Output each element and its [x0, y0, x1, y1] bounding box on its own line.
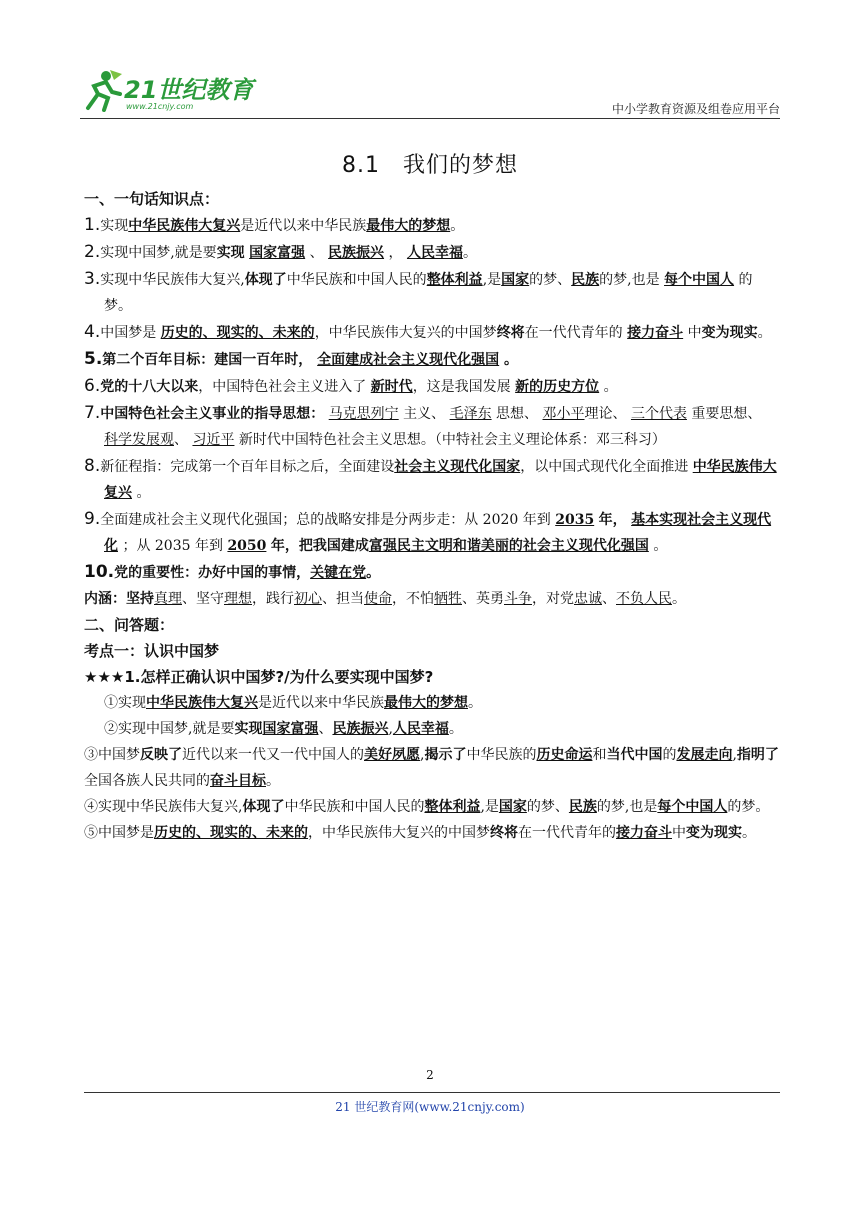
footer-site-link[interactable]: 21 世纪教育网(www.21cnjy.com)	[335, 1100, 525, 1114]
answer-blank: 整体利益	[426, 272, 483, 288]
text: 实现中国梦,就是要	[100, 245, 217, 261]
text: 。	[366, 565, 381, 581]
text: ，中华民族伟大复兴的中国梦	[314, 325, 497, 341]
answer-keyword: 国家富强	[262, 721, 319, 737]
point-number: 10.	[84, 562, 115, 582]
answer-blank: 历史的、现实的、未来的	[160, 325, 315, 341]
answer-blank: 马克思列宁	[328, 406, 399, 422]
answer-blank: 中华民族伟大复兴	[128, 218, 241, 234]
answer-1	[84, 690, 780, 716]
point-number: 9.	[84, 509, 101, 529]
answer-3	[84, 742, 780, 794]
answer-blank: 最伟大的梦想	[366, 218, 451, 234]
text: 。	[468, 695, 482, 711]
text: 中华民族和中国人民的	[286, 272, 427, 288]
text: 是近代以来中华民族	[258, 695, 384, 711]
text: 。	[266, 773, 280, 789]
text: 的梦、	[526, 799, 569, 815]
answer-blank: 民族振兴	[328, 245, 385, 261]
header-divider	[80, 118, 780, 119]
text: 在一代代青年的	[524, 325, 623, 341]
answer-number: ②	[104, 721, 118, 737]
answer-keyword: 民族	[568, 799, 597, 815]
text: ，对党	[532, 591, 574, 607]
text: 实现中华民族伟大复兴,	[100, 272, 245, 288]
answer-keyword: 奋斗目标	[210, 773, 266, 789]
text: 终将	[496, 325, 525, 341]
text: ，践行	[252, 591, 294, 607]
text: 揭示了	[424, 747, 467, 763]
question-heading: ★★★1.怎样正确认识中国梦?/为什么要实现中国梦?	[84, 668, 434, 686]
text: 是近代以来中华民族	[240, 218, 367, 234]
runner-logo-icon	[80, 68, 124, 112]
answer-blank: 习近平	[192, 432, 235, 448]
point-number: 4.	[84, 322, 101, 342]
text: 中国梦是	[98, 825, 154, 841]
answer-keyword: 发展走向	[676, 747, 733, 763]
point-7	[84, 400, 780, 453]
text: ，中华民族伟大复兴的中国梦	[308, 825, 490, 841]
text: 中	[687, 325, 702, 341]
answer-blank: 关键在党	[310, 565, 367, 581]
answer-blank: 斗争	[504, 591, 532, 607]
point-number: 1.	[84, 215, 101, 235]
answer-blank: 毛泽东	[449, 406, 492, 422]
text: ,	[420, 747, 425, 763]
text: 终将	[490, 825, 518, 841]
answer-keyword: 中华民族伟大复兴	[146, 695, 258, 711]
answer-blank: 全面建成社会主义现代化强国	[317, 352, 500, 368]
answer-blank: 忠诚	[574, 591, 602, 607]
point-1	[84, 212, 780, 239]
answer-blank: 社会主义现代化国家	[394, 459, 521, 475]
answer-blank: 真理	[154, 591, 182, 607]
answer-blank: 富强民主文明和谐美丽的社会主义现代化强国	[368, 538, 649, 554]
answer-blank: 2050	[227, 538, 267, 554]
text: 、	[602, 591, 616, 607]
text: 中华民族的	[466, 747, 537, 763]
point-number: 2.	[84, 242, 101, 262]
text: 、	[174, 432, 188, 448]
text: 指明了	[736, 747, 779, 763]
text: 全面建成社会主义现代化强国；总的战略安排是分两步走：从 2020 年到	[100, 512, 551, 528]
answer-keyword: 人民幸福	[392, 721, 449, 737]
text: 新时代中国特色社会主义思想。（中特社会主义理论体系：邓三科习）	[238, 432, 666, 448]
text: 实现	[118, 695, 146, 711]
text: 的梦、	[529, 272, 572, 288]
answer-keyword: 每个中国人	[657, 799, 728, 815]
text: 当代中国	[606, 747, 663, 763]
answer-blank: 国家富强	[249, 245, 306, 261]
answer-blank: 使命	[364, 591, 392, 607]
answer-keyword: 美好夙愿	[364, 747, 420, 763]
text: 中国梦是	[100, 325, 157, 341]
text: 变为现实	[686, 825, 742, 841]
point-3	[84, 266, 780, 319]
text: 思想、	[496, 406, 539, 422]
text: ，不怕	[392, 591, 434, 607]
text: 实现	[100, 218, 129, 234]
text: 内涵：坚持	[84, 591, 154, 607]
point-8	[84, 453, 780, 506]
text: 中华民族和中国人民的	[284, 799, 425, 815]
text: 体现了	[242, 799, 285, 815]
point-6	[84, 373, 780, 400]
answer-keyword: 民族振兴	[332, 721, 389, 737]
text: 的梦,也是	[596, 799, 658, 815]
text: 实现	[234, 721, 263, 737]
text: 。	[462, 245, 477, 261]
section-heading: 二、问答题：	[84, 616, 175, 634]
point-number: 5.	[84, 349, 103, 369]
answer-keyword: 整体利益	[424, 799, 481, 815]
answer-blank: 牺牲	[434, 591, 462, 607]
text: 。	[672, 591, 686, 607]
answer-blank: 理想	[224, 591, 252, 607]
text: 的	[662, 747, 677, 763]
text: ；从 2035 年到	[122, 538, 223, 554]
text: 体现了	[244, 272, 287, 288]
platform-label: 中小学教育资源及组卷应用平台	[611, 102, 780, 116]
text: 、坚守	[182, 591, 224, 607]
answer-number: ③	[84, 747, 98, 763]
text: 反映了	[140, 747, 182, 763]
answer-blank: 初心	[294, 591, 322, 607]
point-number: 7.	[84, 403, 101, 423]
answer-keyword: 历史的、现实的、未来的	[154, 825, 308, 841]
text: 实现中华民族伟大复兴,	[98, 799, 243, 815]
text: 党的十八大以来	[100, 379, 199, 395]
text: ,是	[480, 799, 499, 815]
text: 实现中国梦,就是要	[118, 721, 235, 737]
text: 。	[653, 538, 668, 554]
text: 重要思想、	[691, 406, 762, 422]
point-2: 2.实现中国梦,就是要实现 国家富强 、 民族振兴 ， 人民幸福。	[84, 242, 477, 262]
text: 理论、	[584, 406, 627, 422]
answer-blank: 2035	[555, 512, 595, 528]
topic-heading: 考点一：认识中国梦	[84, 642, 220, 660]
text: ，中国特色社会主义进入了	[198, 379, 367, 395]
point-10	[84, 559, 780, 586]
point-number: 8.	[84, 456, 101, 476]
text: 党的重要性：办好中国的事情，	[114, 565, 311, 581]
text: 。	[742, 825, 756, 841]
text: ,是	[482, 272, 502, 288]
text: 变为现实	[701, 325, 758, 341]
text: 和	[592, 747, 607, 763]
text: 。	[603, 379, 618, 395]
page-title: 8.1 我们的梦想	[342, 153, 518, 178]
answer-blank: 基本实现社会主义现代化	[104, 512, 772, 554]
text: 第二个百年目标：建国一百年时，	[102, 352, 313, 368]
text: 实现	[216, 245, 245, 261]
point-4	[84, 319, 780, 346]
text: 的梦。	[727, 799, 770, 815]
text: ,	[732, 747, 737, 763]
answer-keyword: 最伟大的梦想	[384, 695, 468, 711]
answer-4	[84, 794, 780, 820]
point-number: 3.	[84, 269, 101, 289]
section-heading: 一、一句话知识点：	[84, 190, 220, 208]
text: 、英勇	[462, 591, 504, 607]
answer-blank: 新的历史方位	[515, 379, 600, 395]
answer-blank: 科学发展观	[104, 432, 174, 448]
text: 、担当	[322, 591, 364, 607]
answer-5	[84, 820, 780, 846]
answer-blank: 接力奋斗	[627, 325, 684, 341]
text: 。	[504, 352, 519, 368]
text: 。	[757, 325, 772, 341]
logo-text: 21世纪教育	[124, 76, 254, 104]
text: ，这是我国发展	[412, 379, 511, 395]
point-number: 6.	[84, 376, 101, 396]
text: 的梦,也是	[599, 272, 660, 288]
page-number: 2	[426, 1068, 434, 1082]
answer-blank: 不负人民	[616, 591, 672, 607]
point-5	[84, 346, 780, 373]
point-9	[84, 506, 780, 559]
text: 中国特色社会主义事业的指导思想：	[100, 406, 325, 422]
text: 年，把我国建成	[270, 538, 369, 554]
answer-keyword: 历史命运	[536, 747, 593, 763]
text: ，以中国式现代化全面推进	[520, 459, 689, 475]
answer-blank: 中华民族伟大复兴	[104, 459, 777, 501]
answer-blank: 民族	[571, 272, 600, 288]
answer-keyword: 接力奋斗	[616, 825, 672, 841]
text: 、	[318, 721, 333, 737]
text: ,	[388, 721, 393, 737]
text: 中国梦	[98, 747, 140, 763]
text: 新征程指：完成第一个百年目标之后，全面建设	[100, 459, 395, 475]
text: 中	[672, 825, 686, 841]
site-logo[interactable]	[80, 68, 320, 116]
text: 。	[450, 218, 465, 234]
answer-number: ④	[84, 799, 98, 815]
page-header	[80, 64, 780, 120]
answer-blank: 每个中国人	[664, 272, 735, 288]
answer-blank: 新时代	[370, 379, 413, 395]
answer-2	[84, 716, 780, 742]
text: 主义、	[403, 406, 446, 422]
text: 年，	[598, 512, 627, 528]
text: 在一代代青年的	[518, 825, 616, 841]
text: 全国各族人民共同的	[84, 773, 210, 789]
footer-divider	[84, 1092, 780, 1093]
answer-blank: 国家	[501, 272, 530, 288]
answer-number: ①	[104, 695, 118, 711]
answer-blank: 人民幸福	[406, 245, 463, 261]
neihan	[84, 586, 780, 612]
text: 。	[448, 721, 463, 737]
answer-blank: 邓小平	[542, 406, 585, 422]
text: 。	[136, 485, 151, 501]
document-body	[84, 186, 780, 846]
answer-number: ⑤	[84, 825, 98, 841]
text: 的梦。	[104, 272, 753, 314]
logo-url: www.21cnjy.com	[126, 102, 194, 111]
text: 近代以来一代又一代中国人的	[182, 747, 364, 763]
answer-blank: 三个代表	[630, 406, 687, 422]
answer-keyword: 国家	[498, 799, 527, 815]
